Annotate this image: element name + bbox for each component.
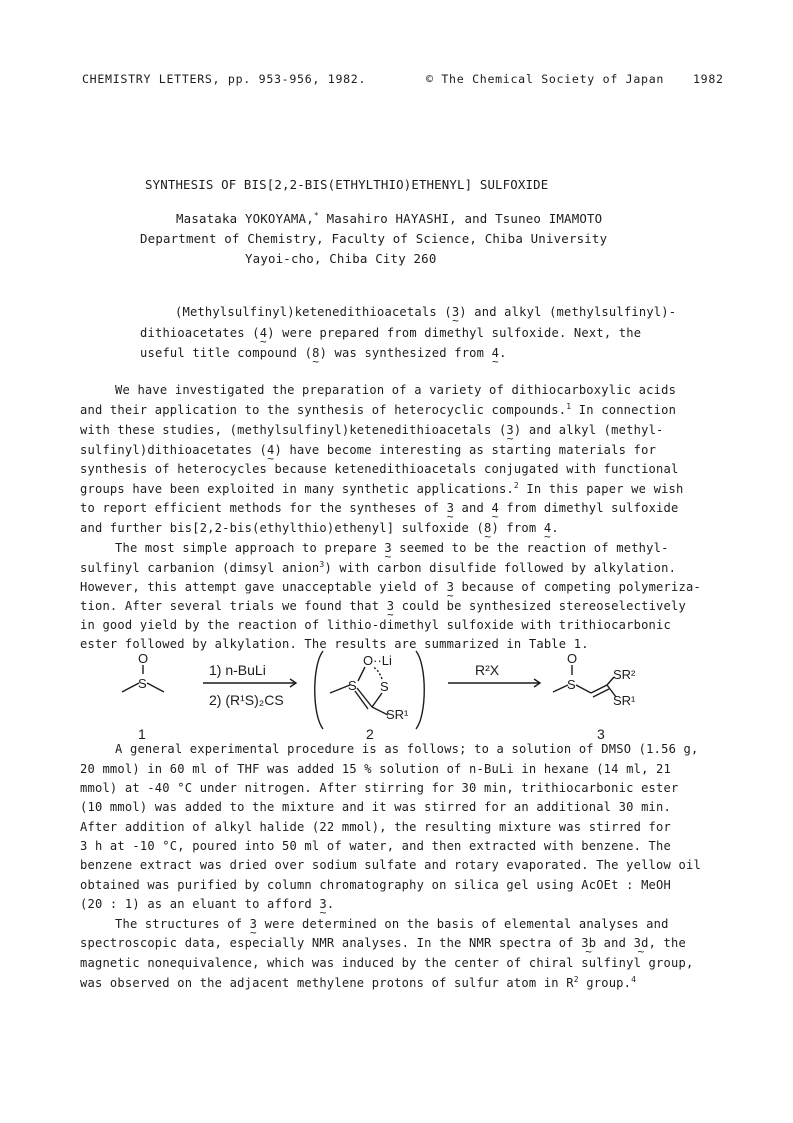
chelation-bond	[373, 667, 382, 679]
body-line: The structures of 3 ~ were determined on the basis of elemental analyses and	[115, 918, 669, 930]
compound-number-3: 3	[597, 726, 605, 742]
oxygen-label: O	[138, 651, 149, 666]
body-line: obtained was purified by column chromatography on silica gel using AcOEt : MeOH	[80, 878, 672, 892]
address: Yayoi-cho, Chiba City 260	[245, 251, 437, 266]
body-line: We have investigated the preparation of a variety of dithiocarboxylic acids	[115, 383, 677, 397]
copyright-notice: © The Chemical Society of Japan	[426, 72, 665, 86]
sulfur-label: S	[138, 676, 147, 691]
body-line: mmol) at -40 °C under nitrogen. After stirring for 30 min, trithiocarbonic ester	[80, 781, 679, 795]
bond	[553, 685, 568, 692]
compound-number-2: 2	[366, 726, 374, 742]
reference-mark: 3	[319, 560, 325, 569]
compound-ref: 4 ~	[544, 522, 551, 534]
compound-ref: 3 ~	[250, 918, 257, 930]
body-line: sulfinyl)dithioacetates (4 ~) have become interesting as starting materials for	[80, 444, 656, 456]
sr1-label: SR¹	[386, 707, 409, 722]
header-year: 1982	[693, 72, 724, 86]
corresponding-author-mark: *	[313, 211, 319, 220]
reference-mark: 1	[566, 402, 572, 411]
body-line: was observed on the adjacent methylene protons of sulfur atom in $R^2$ group.$^4$	[80, 975, 637, 990]
body-line: After addition of alkyl halide (22 mmol), the resulting mixture was stirred for	[80, 820, 672, 834]
compound-ref: 3b ~	[581, 937, 596, 949]
journal-citation: CHEMISTRY LETTERS, pp. 953-956, 1982.	[82, 72, 367, 86]
compound-ref: 3 ~	[319, 898, 326, 910]
bond	[147, 683, 164, 692]
affiliation: Department of Chemistry, Faculty of Science, Chiba University	[140, 231, 608, 246]
author-rest: Masahiro HAYASHI, and Tsuneo IMAMOTO	[318, 211, 603, 226]
body-line: synthesis of heterocycles because ketenedithioacetals conjugated with functional	[80, 462, 679, 476]
bond	[122, 683, 139, 692]
body-line: benzene extract was dried over sodium sulfate and rotary evaporated. The yellow oil	[80, 858, 701, 872]
abstract-line: dithioacetates (4 ~) were prepared from dimethyl sulfoxide. Next, the	[140, 327, 641, 339]
body-line: A general experimental procedure is as follows; to a solution of DMSO (1.56 g,	[115, 742, 699, 756]
body-line: The most simple approach to prepare 3 ~ seemed to be the reaction of methyl-	[115, 542, 669, 554]
condition-step-2: 2) (R¹S)₂CS	[209, 692, 284, 708]
compound-ref: 3 ~	[452, 306, 459, 318]
condition-step-1: 1) n-BuLi	[209, 662, 266, 678]
sulfur-label: S	[380, 679, 389, 694]
compound-ref: 4 ~	[267, 444, 274, 456]
compound-ref: 8 ~	[312, 347, 319, 359]
body-line: (10 mmol) was added to the mixture and it was stirred for an additional 30 min.	[80, 800, 672, 814]
bond	[330, 685, 350, 693]
body-line: and their application to the synthesis of heterocyclic compounds.$^1$ In connection	[80, 402, 677, 417]
body-line: (20 : 1) as an eluant to afford 3 ~.	[80, 898, 334, 910]
reference-mark: 4	[631, 975, 637, 984]
body-line: with these studies, (methylsulfinyl)ketenedithioacetals (3 ~) and alkyl (methyl-	[80, 424, 664, 436]
li-chelate-label: O··Li	[363, 653, 392, 668]
superscript: 2	[573, 975, 579, 984]
compound-ref: 3 ~	[506, 424, 513, 436]
compound-number-1: 1	[138, 726, 146, 742]
author-first: Masataka YOKOYAMA,	[176, 211, 314, 226]
body-line: tion. After several trials we found that 3 ~ could be synthesized stereoselectively	[80, 600, 686, 612]
abstract-line: useful title compound (8 ~) was synthesized from 4 ~.	[140, 347, 507, 359]
body-line: However, this attempt gave unacceptable yield of 3 ~ because of competing polymeriza-	[80, 581, 701, 593]
body-line: 20 mmol) in 60 ml of THF was added 15 % solution of n-BuLi in hexane (14 ml, 21	[80, 762, 672, 776]
compound-ref: 4 ~	[492, 347, 499, 359]
paper-title: SYNTHESIS OF BIS[2,2-BIS(ETHYLTHIO)ETHENYL] SULFOXIDE	[145, 177, 549, 192]
bond	[576, 685, 591, 693]
sr1-label: SR¹	[613, 693, 636, 708]
body-line: to report efficient methods for the syntheses of 3 ~ and 4 ~ from dimethyl sulfoxide	[80, 502, 679, 514]
compound-ref: 8 ~	[484, 522, 491, 534]
body-line: groups have been exploited in many synthetic applications.$^2$ In this paper we wish	[80, 481, 684, 496]
body-line: and further bis[2,2-bis(ethylthio)ethenyl] sulfoxide (8 ~) from 4 ~.	[80, 522, 559, 534]
reagent-label: R²X	[475, 662, 500, 678]
sulfur-label: S	[348, 678, 357, 693]
author-line	[176, 213, 602, 225]
bond	[358, 667, 365, 681]
oxygen-label: O	[567, 651, 578, 666]
abstract-line: (Methylsulfinyl)ketenedithioacetals (3 ~) and alkyl (methylsulfinyl)-	[175, 306, 676, 318]
body-line: in good yield by the reaction of lithio-dimethyl sulfoxide with trithiocarbonic	[80, 618, 672, 632]
reference-mark: 2	[513, 481, 519, 490]
compound-ref: 3 ~	[384, 542, 391, 554]
body-line: spectroscopic data, especially NMR analyses. In the NMR spectra of 3b ~ and 3d ~, the	[80, 937, 686, 949]
body-line: magnetic nonequivalence, which was induced by the center of chiral sulfinyl group,	[80, 956, 694, 970]
body-line: ester followed by alkylation. The results are summarized in Table 1.	[80, 637, 589, 651]
reaction-scheme	[110, 645, 710, 745]
sulfur-label: S	[567, 677, 576, 692]
compound-ref: 3 ~	[387, 600, 394, 612]
bracket-left	[315, 651, 323, 729]
body-line: 3 h at -10 °C, poured into 50 ml of water, and then extracted with benzene. The	[80, 839, 672, 853]
compound-ref: 3 ~	[447, 581, 454, 593]
bracket-right	[416, 651, 424, 729]
compound-ref: 4 ~	[260, 327, 267, 339]
compound-ref: 4 ~	[491, 502, 498, 514]
compound-ref: 3 ~	[447, 502, 454, 514]
body-line: sulfinyl carbanion (dimsyl anion$^3$) with carbon disulfide followed by alkylation.	[80, 560, 677, 575]
bond	[372, 693, 382, 707]
sr2-label: SR²	[613, 667, 636, 682]
compound-ref: 3d ~	[634, 937, 649, 949]
